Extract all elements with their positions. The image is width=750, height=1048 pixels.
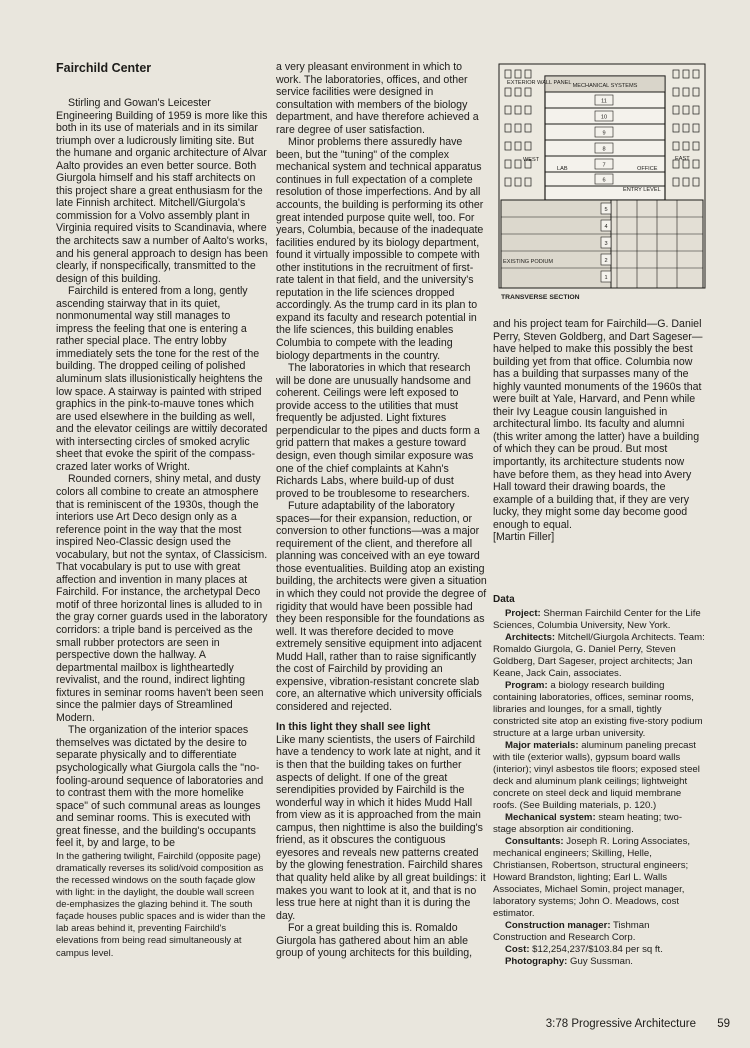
paragraph: Future adaptability of the laboratory spaces—for their expansion, reduction, or conversion to other functions—was a major requirement of the client, and therefore all planning was conceived with an eye toward those eventualities. Building atop an existing building, the architects were given a situation in which they could not provide the degree of rigidity that would have been possible had they been responsible for the foundations as well. It was therefore decided to move extremely sensitive equipment into adjacent Mudd Hall, rather than to raise significantly the cost of Fairchild by providing an expensive, vibration-resistant concrete slab core, an alternative which university officials considered and rejected. <box>276 500 487 713</box>
data-text: a biology research building containing laboratories, offices, seminar rooms, libraries and lounges, for a small, tightly constricted site atop an existing five-story podium structure at a large urban university. <box>493 680 703 739</box>
east-label: EAST <box>675 156 690 162</box>
paragraph: The laboratories in which that research will be done are unusually handsome and coherent. Ceilings were left exposed to provide access to the utilities that must frequently be adjusted. Light fixtures perpendicular to the pipes and ducts form a grid pattern that makes a gesture toward design, even though similar exposure was one of the chief complaints at Kahn's Richards Labs, where build-up of dust proved to be troublesome to researchers. <box>276 362 480 500</box>
paragraph: For a great building this is. Romaldo Giurgola has gathered about him an able group of young architects for this building, <box>276 922 473 960</box>
data-text: Mitchell/Giurgola Architects. Team: Romaldo Giurgola, G. Daniel Perry, Steven Goldberg, Dart Sageser, project architects; Jan Keane, Jack Cain, associates. <box>493 632 705 679</box>
photo-caption: In the gathering twilight, Fairchild (opposite page) dramatically reverses its solid/void composition as the recessed windows on the south façade glow with light: in the daylight, the double wall screen de-emphasizes the glazing behind it. The south façade houses public spaces and is wider than the lab areas behind it, preventing Fairchild's elevations from being read simultaneously at campus level. <box>56 849 266 958</box>
data-label: Project: <box>505 608 541 619</box>
paragraph: The organization of the interior spaces themselves was dictated by the desire to separate physically and to differentiate psychologically what Giurgola calls the "no-fooling-around sequence of laboratories and to contrast them with the more homelike space" of such communal areas as lounges and seminar rooms. This is executed with great finesse, and the building's occupants feel it, by and large, to be <box>56 724 264 850</box>
floor-label: 6 <box>602 177 606 184</box>
data-label: Photography: <box>505 956 568 967</box>
lab-label: LAB <box>557 166 568 172</box>
data-item <box>493 944 705 956</box>
data-text: aluminum paneling precast with tile (exterior walls), gypsum board walls (interior); vinyl asbestos tile floors; exposed steel deck and aluminum plank ceilings; lightweight concrete on steel deck and liquid membrane roofs. (See Building materials, p. 120.) <box>493 740 700 811</box>
paragraph: Rounded corners, shiny metal, and dusty colors all combine to create an atmosphere that is reminiscent of the 1930s, though the interiors use Art Deco design only as a reference point in the way that the most inspired Neo-Classic design used the vocabulary, but not the syntax, of Classicism. That vocabulary is put to use with great affection and invention in many places at Fairchild. For instance, the archetypal Deco motif of three horizontal lines is alluded to in the gray corner guards used in the laboratory corridors: a triple band is perceived as the small rubber protectors are seen in perspective down the hallway. A departmental mailbox is lightheartedly revivalist, and the round, indirect lighting fixtures in seminar rooms haven't been seen since the palmier days of Streamlined Modern. <box>56 473 268 724</box>
data-section <box>493 594 705 968</box>
data-text: Guy Sussman. <box>567 956 633 967</box>
publication-name: 3:78 Progressive Architecture <box>545 1018 696 1030</box>
exterior-wall-label: EXTERIOR WALL PANEL <box>507 80 572 86</box>
paragraph: Like many scientists, the users of Fairchild have a tendency to work late at night, and it is then that the building takes on further aspects of delight. If one of the great serendipities provided by Fairchild is the wonderful way in which it hides Mudd Hall from view as it is approached from the main campus, then nighttime is also the building's friend, as it obscures the contiguous eyesores and reveals new patterns created by the glowing fenestration. Fairchild shares that quality held alike by all great buildings: it makes you want to look at it, and that is no less true here at night than it is during the day. <box>276 733 486 922</box>
data-text: Tishman Construction and Research Corp. <box>493 920 650 943</box>
mechanical-label: MECHANICAL SYSTEMS <box>572 83 638 89</box>
data-label: Construction manager: <box>505 920 611 931</box>
article-title: Fairchild Center <box>56 61 152 75</box>
floor-label: 5 <box>604 207 608 213</box>
floor-label: 7 <box>602 162 606 169</box>
floor-label: 8 <box>602 146 606 153</box>
page-number: 59 <box>717 1018 730 1030</box>
floor-label: 4 <box>604 224 608 230</box>
paragraph: Minor problems there assuredly have been, but the "tuning" of the complex mechanical system and technical apparatus continues in full expectation of a complete resolution of those imperfections. And by all accounts, the building is performing its other great intended purpose quite well, too. For years, Columbia, because of the inadequate facilities endured by its biology department, found it virtually impossible to compete with other institutions in the recruitment of first-rate talent in that field, and the university's reputation in the life sciences dropped accordingly. As the trump card in its plan to expand its faculty and research potential in the life sciences, this building enables Columbia to compete with the leading biology departments in the country. <box>276 136 484 362</box>
data-text: Joseph R. Loring Associates, mechanical engineers; Skilling, Helle, Christiansen, Robertson, structural engineers; Howard Brandston, lighting; Earl L. Walls Associates, Michael Somin, project manager, laboratory systems; John O. Meadows, cost estimator. <box>493 836 691 919</box>
data-item <box>493 632 705 680</box>
data-label: Cost: <box>505 944 530 955</box>
data-item <box>493 740 705 812</box>
data-label: Major materials: <box>505 740 579 751</box>
paragraph: and his project team for Fairchild—G. Daniel Perry, Steven Goldberg, and Dart Sageser—have helped to make this possibly the best building yet from that office. Columbia now has a building that surpasses many of the highly vaunted monuments of the 1960s that were built at Yale, Harvard, and Penn while their Ivy League cousin languished in architectural limbo. Its faculty and alumni (this writer among the latter) have a building of which they can be proud. But most importantly, its architecture students now have before them, as they head into Avery Hall toward their drawing boards, the example of a building that, if they are very lucky, they might some day become good enough to equal. <box>493 318 703 531</box>
data-label: Architects: <box>505 632 556 643</box>
floor-label: 10 <box>600 114 608 121</box>
floor-label: 3 <box>604 241 608 247</box>
floor-label: 11 <box>601 98 607 105</box>
floor-label: 2 <box>604 258 608 264</box>
transverse-section-diagram <box>497 62 707 307</box>
data-label: Program: <box>505 680 548 691</box>
west-label: WEST <box>523 157 540 163</box>
podium-label: EXISTING PODIUM <box>503 259 554 265</box>
page-footer <box>546 1018 730 1030</box>
office-label: OFFICE <box>637 166 658 172</box>
data-label: Consultants: <box>505 836 564 847</box>
paragraph: Stirling and Gowan's Leicester Engineering Building of 1959 is more like this both in its use of materials and in its similar triumph over a ludicrously limiting site. But the humane and organic architecture of Alvar Aalto provides an even better source. Both Giurgola himself and his staff architects on this project share a great enthusiasm for the late Finnish architect. Mitchell/Giurgola's commission for a Volvo assembly plant in Virginia required visits to Scandinavia, where the architects saw a number of Aalto's works, and his general approach to design has been clearly, if nonspecifically, transmitted to the design of this building. <box>56 97 269 285</box>
column-1 <box>56 61 270 959</box>
column-2 <box>276 61 488 960</box>
data-item <box>493 956 705 968</box>
data-item <box>493 608 705 632</box>
data-text: $12,254,237/$103.84 per sq ft. <box>529 944 663 955</box>
floor-label: 9 <box>602 130 606 137</box>
column-3 <box>493 318 705 544</box>
data-heading: Data <box>493 594 515 605</box>
paragraph: a very pleasant environment in which to work. The laboratories, offices, and other service facilities were designed in consultation with members of the biology department, and have therefore achieved a rare degree of user satisfaction. <box>276 61 479 136</box>
data-text: steam heating; two-stage absorption air conditioning. <box>493 812 683 835</box>
diagram-title: TRANSVERSE SECTION <box>501 294 580 301</box>
subheading: In this light they shall see light <box>276 721 431 734</box>
section-drawing <box>497 62 707 307</box>
byline: [Martin Filler] <box>493 531 555 544</box>
entry-level-label: ENTRY LEVEL <box>623 187 661 193</box>
data-text: Sherman Fairchild Center for the Life Sciences, Columbia University, New York. <box>493 608 701 631</box>
data-label: Mechanical system: <box>505 812 596 823</box>
data-item <box>493 680 705 740</box>
data-item <box>493 836 705 920</box>
data-item <box>493 920 705 944</box>
paragraph: Fairchild is entered from a long, gently ascending stairway that in its quiet, nonmonumental way still manages to impress the feeling that one is entering a rather special place. The entry lobby immediately sets the tone for the rest of the building. The dropped ceiling of polished aluminum slats illusionistically heightens the low space. A stairway is painted with striped graphics in the pink-to-mauve tones which are used elsewhere in the building as well, and the elevator ceilings are wittily decorated with intersecting circles of smoked acrylic sheet that evoke the spirit of the compass-crazed later works of Wright. <box>56 285 268 473</box>
data-item <box>493 812 705 836</box>
floor-label: 1 <box>604 275 608 281</box>
